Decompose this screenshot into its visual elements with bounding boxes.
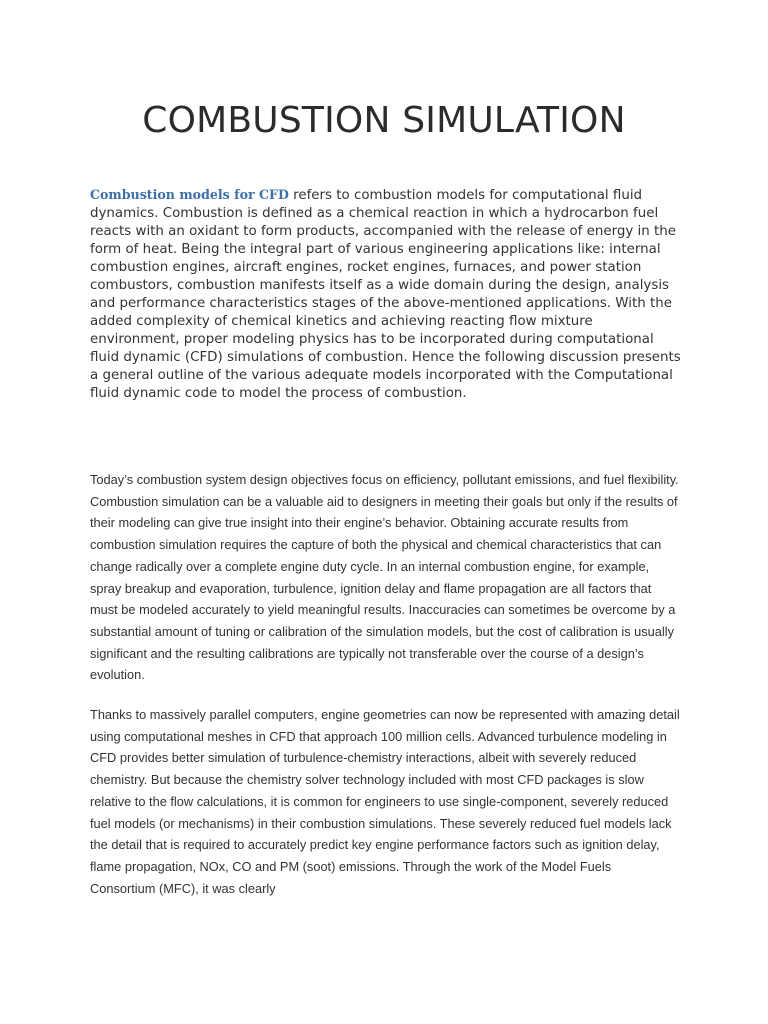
intro-lead-term: Combustion models for CFD	[90, 187, 289, 202]
page-title: COMBUSTION SIMULATION	[142, 100, 626, 141]
body-paragraph-1: Today’s combustion system design objectives focus on efficiency, pollutant emissions, and fuel flexibility. Combustion simulation can be a valuable aid to designers in meeting their goals but only if the results of their modeling can give true insight into their engine’s behavior. Obtaining accurate results from combustion simulation requires the capture of both the physical and chemical characteristics that can change radically over a complete engine duty cycle. In an internal combustion engine, for example, spray breakup and evaporation, turbulence, ignition delay and flame propagation are all factors that must be modeled accurately to yield meaningful results. Inaccuracies can sometimes be overcome by a substantial amount of tuning or calibration of the simulation models, but the cost of calibration is usually significant and the resulting calibrations are typically not transferable over the course of a design’s evolution.	[90, 472, 679, 683]
body-paragraph-2: Thanks to massively parallel computers, engine geometries can now be represented with amazing detail using computational meshes in CFD that approach 100 million cells. Advanced turbulence modeling in CFD provides better simulation of turbulence-chemistry interactions, albeit with severely reduced chemistry. But because the chemistry solver technology included with most CFD packages is slow relative to the flow calculations, it is common for engineers to use single-component, severely reduced fuel models (or mechanisms) in their combustion simulations. These severely reduced fuel models lack the detail that is required to accurately predict key engine performance factors such as ignition delay, flame propagation, NOx, CO and PM (soot) emissions. Through the work of the Model Fuels Consortium (MFC), it was clearly	[90, 707, 680, 896]
intro-paragraph	[90, 186, 682, 403]
intro-text: refers to combustion models for computational fluid dynamics. Combustion is defined as a chemical reaction in which a hydrocarbon fuel reacts with an oxidant to form products, accompanied with the release of energy in the form of heat. Being the integral part of various engineering applications like: internal combustion engines, aircraft engines, rocket engines, furnaces, and power station combustors, combustion manifests itself as a wide domain during the design, analysis and performance characteristics stages of the above-mentioned applications. With the added complexity of chemical kinetics and achieving reacting flow mixture environment, proper modeling physics has to be incorporated during computational fluid dynamic (CFD) simulations of combustion. Hence the following discussion presents a general outline of the various adequate models incorporated with the Computational fluid dynamic code to model the process of combustion.	[90, 188, 681, 401]
